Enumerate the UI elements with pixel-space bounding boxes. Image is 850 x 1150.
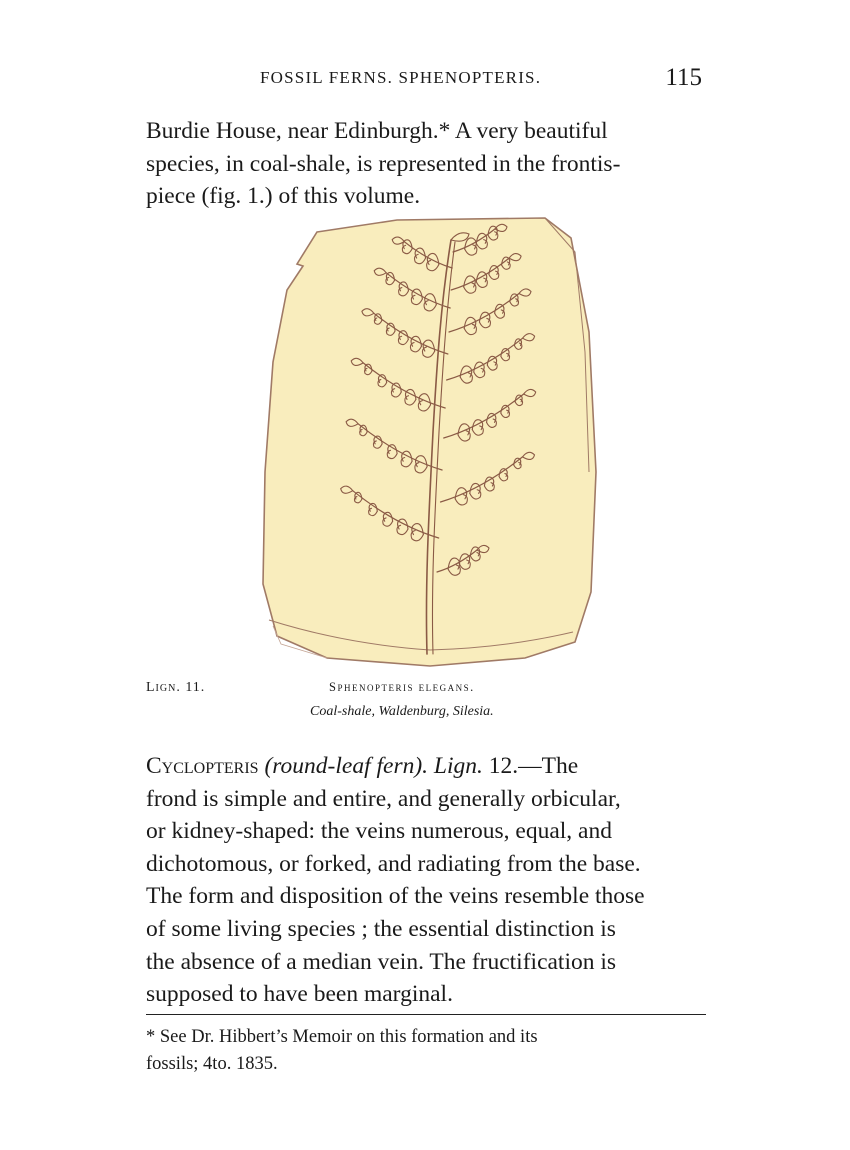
running-head bbox=[146, 64, 708, 94]
figure-label: Lign. 11. bbox=[146, 680, 206, 695]
common-name: (round-leaf fern). bbox=[264, 753, 429, 779]
lign-number: 12.—The bbox=[488, 753, 579, 779]
text-line: the absence of a median vein. The fructification is bbox=[146, 948, 617, 975]
text-line: Burdie House, near Edinburgh.* A very beautiful bbox=[146, 118, 608, 144]
text-line bbox=[146, 750, 706, 783]
text-line: species, in coal-shale, is represented in the frontis- bbox=[146, 150, 621, 177]
text-line: frond is simple and entire, and generally orbicular, bbox=[146, 785, 621, 812]
footnote-line: fossils; 4to. 1835. bbox=[146, 1054, 278, 1074]
text-line: or kidney-shaped: the veins numerous, equal, and bbox=[146, 818, 612, 845]
text-line: piece (fig. 1.) of this volume. bbox=[146, 183, 421, 210]
genus-name: Cyclopteris bbox=[146, 753, 259, 779]
footnote bbox=[146, 1024, 706, 1078]
page-number: 115 bbox=[665, 64, 702, 91]
fossil-fern-illustration bbox=[255, 212, 605, 672]
text-line: The form and disposition of the veins resemble those bbox=[146, 883, 645, 910]
running-title: FOSSIL FERNS. SPHENOPTERIS. bbox=[260, 68, 542, 87]
lign-ref: Lign. bbox=[433, 753, 483, 779]
figure-title: Sphenopteris elegans. bbox=[329, 680, 475, 694]
text-line: dichotomous, or forked, and radiating from the base. bbox=[146, 850, 641, 877]
footnote-rule bbox=[146, 1014, 706, 1015]
paragraph-intro bbox=[146, 115, 706, 213]
footnote-line: * See Dr. Hibbert’s Memoir on this formation and its bbox=[146, 1027, 538, 1047]
figure-subtitle: Coal-shale, Waldenburg, Silesia. bbox=[310, 704, 494, 719]
paragraph-cyclopteris bbox=[146, 750, 706, 1011]
shale-slab bbox=[263, 218, 596, 666]
text-line: supposed to have been marginal. bbox=[146, 981, 453, 1008]
text-line: of some living species ; the essential distinction is bbox=[146, 915, 616, 942]
